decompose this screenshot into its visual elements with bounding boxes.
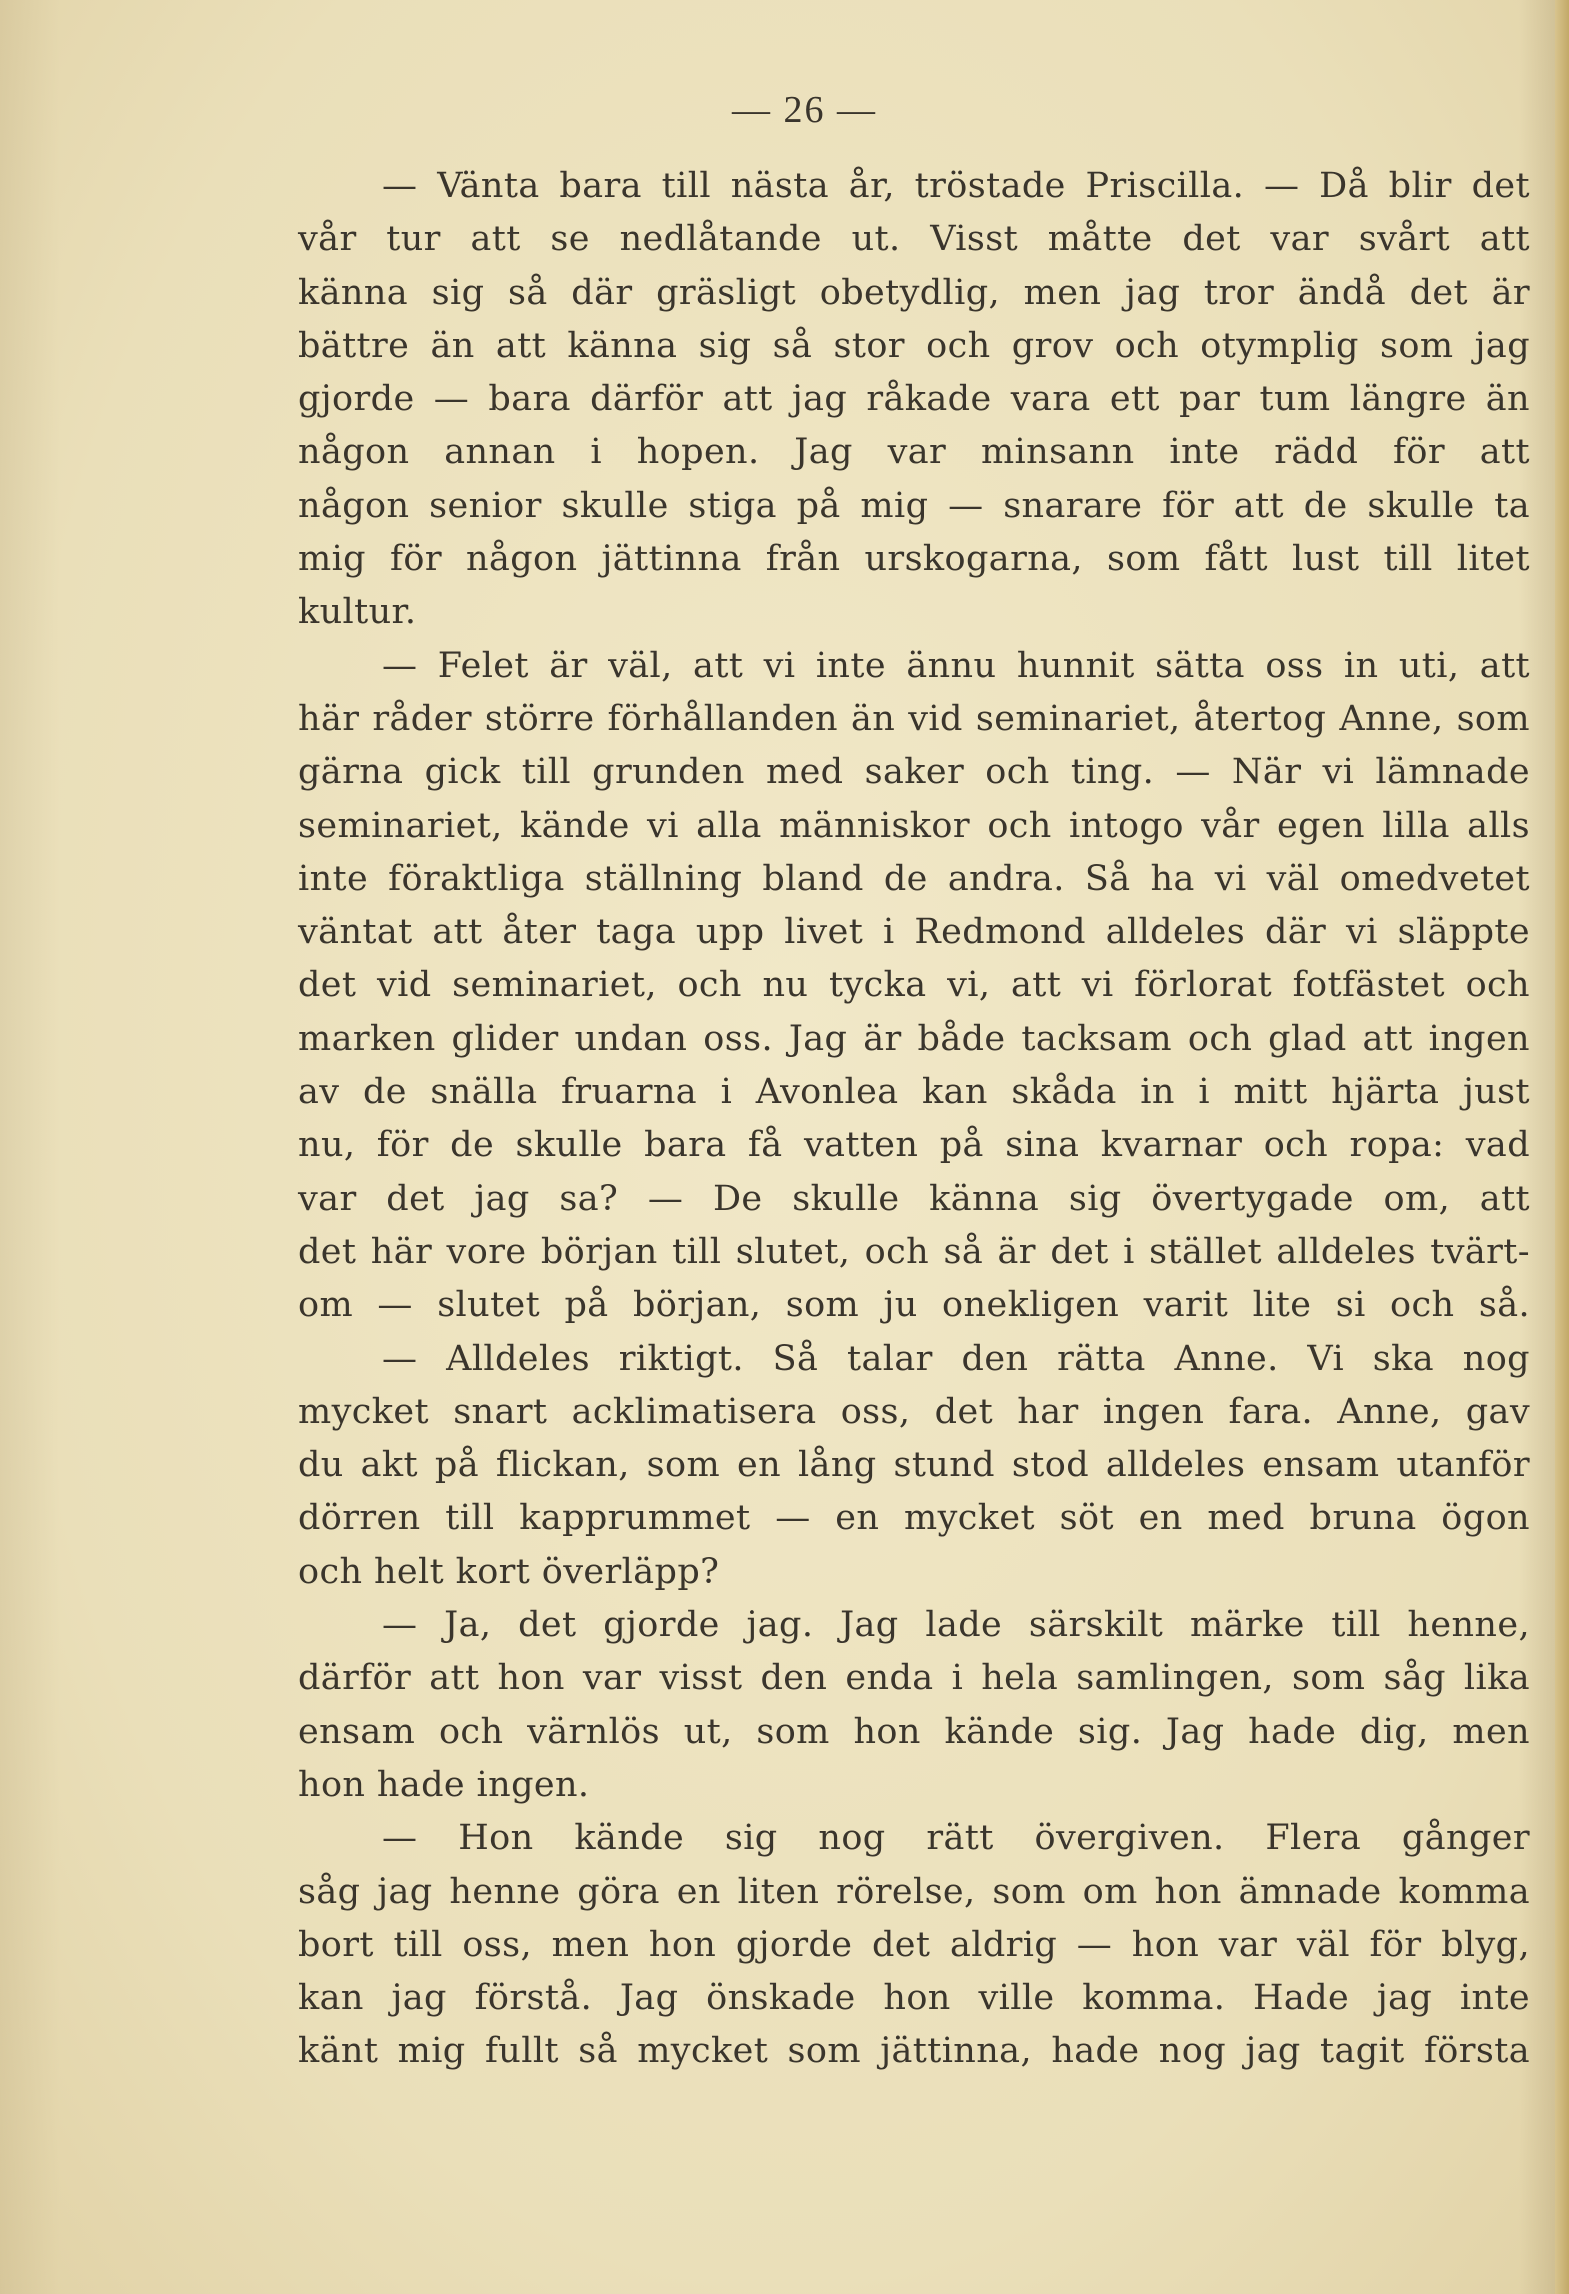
text-line: — Felet är väl, att vi inte ännu hunnit sätta oss in uti, att (382, 645, 1530, 686)
text-line: väntat att åter taga upp livet i Redmond alldeles där vi släppte (298, 912, 1530, 953)
text-line: bort till oss, men hon gjorde det aldrig — hon var väl för blyg, (298, 1924, 1530, 1965)
text-line: — Vänta bara till nästa år, tröstade Priscilla. — Då blir det (382, 166, 1530, 206)
text-line: du akt på flickan, som en lång stund stod alldeles ensam utanför (298, 1445, 1530, 1486)
text-line: marken glider undan oss. Jag är både tacksam och glad att ingen (298, 1018, 1530, 1059)
body-text (298, 160, 1530, 2079)
text-line: därför att hon var visst den enda i hela samlingen, som såg lika (298, 1658, 1530, 1699)
text-line: av de snälla fruarna i Avonlea kan skåda in i mitt hjärta just (298, 1072, 1530, 1113)
text-line: dörren till kapprummet — en mycket söt en med bruna ögon (298, 1498, 1530, 1539)
text-line: om — slutet på början, som ju onekligen varit lite si och så. (298, 1285, 1530, 1326)
text-line: bättre än att känna sig så stor och grov och otymplig som jag (298, 325, 1530, 366)
page-number: — 26 — (732, 89, 877, 131)
text-line: inte föraktliga ställning bland de andra. Så ha vi väl omedvetet (298, 858, 1530, 899)
text-line: och helt kort överläpp? (298, 1551, 720, 1592)
text-line: gjorde — bara därför att jag råkade vara ett par tum längre än (298, 379, 1530, 420)
text-line: gärna gick till grunden med saker och ting. — När vi lämnade (298, 752, 1530, 793)
text-line: det här vore början till slutet, och så är det i stället alldeles tvärt- (298, 1231, 1530, 1272)
text-line: var det jag sa? — De skulle känna sig övertygade om, att (298, 1178, 1530, 1219)
text-line: — Ja, det gjorde jag. Jag lade särskilt märke till henne, (382, 1605, 1530, 1646)
text-line: ensam och värnlös ut, som hon kände sig. Jag hade dig, men (298, 1711, 1530, 1752)
text-line: — Alldeles riktigt. Så talar den rätta Anne. Vi ska nog (382, 1338, 1530, 1379)
text-line: hon hade ingen. (298, 1764, 590, 1805)
text-line: mycket snart acklimatisera oss, det har ingen fara. Anne, gav (298, 1391, 1530, 1432)
text-line: kultur. (298, 592, 417, 633)
text-line: mig för någon jättinna från urskogarna, som fått lust till litet (298, 539, 1530, 580)
text-line: seminariet, kände vi alla människor och intogo vår egen lilla alls (298, 805, 1530, 846)
text-line: — Hon kände sig nog rätt övergiven. Flera gånger (382, 1818, 1530, 1859)
text-line: känt mig fullt så mycket som jättinna, hade nog jag tagit första (298, 2031, 1530, 2072)
text-line: såg jag henne göra en liten rörelse, som om hon ämnade komma (298, 1871, 1530, 1912)
page-edge (1555, 0, 1569, 2294)
text-line: nu, för de skulle bara få vatten på sina kvarnar och ropa: vad (298, 1125, 1530, 1166)
text-line: det vid seminariet, och nu tycka vi, att vi förlorat fotfästet och (298, 965, 1530, 1006)
text-line: vår tur att se nedlåtande ut. Visst måtte det var svårt att (298, 219, 1530, 260)
text-line: kan jag förstå. Jag önskade hon ville komma. Hade jag inte (298, 1978, 1530, 2019)
text-line: här råder större förhållanden än vid seminariet, återtog Anne, som (298, 698, 1530, 739)
text-line: någon annan i hopen. Jag var minsann inte rädd för att (298, 432, 1530, 473)
text-line: någon senior skulle stiga på mig — snarare för att de skulle ta (298, 485, 1530, 526)
text-line: känna sig så där gräsligt obetydlig, men jag tror ändå det är (298, 272, 1530, 313)
